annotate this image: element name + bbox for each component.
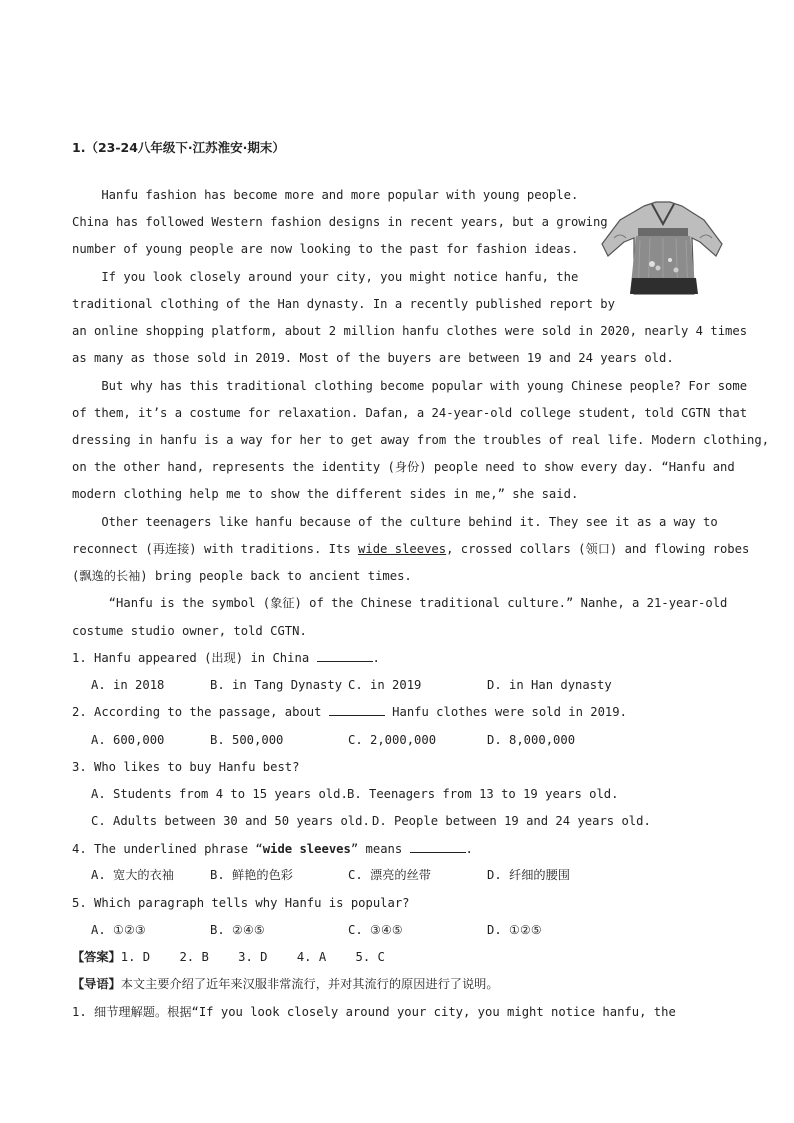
answer-label: 【答案】 xyxy=(72,950,121,964)
question-text: Hanfu clothes were sold in 2019. xyxy=(384,705,627,719)
question-4-stem xyxy=(72,841,473,857)
option-c: C. in 2019 xyxy=(348,678,422,692)
passage-line: If you look closely around your city, you might notice hanfu, the xyxy=(72,270,579,284)
option-b: B. Teenagers from 13 to 19 years old. xyxy=(347,787,619,801)
option-d: D. in Han dynasty xyxy=(487,678,612,692)
option-b: B. in Tang Dynasty xyxy=(210,678,343,692)
option-b: B. ②④⑤ xyxy=(210,923,265,937)
option-c: C. 漂亮的丝带 xyxy=(348,868,431,882)
option-c: C. ③④⑤ xyxy=(348,923,403,937)
underlined-phrase: wide sleeves xyxy=(358,542,447,556)
bold-phrase: wide sleeves xyxy=(262,842,351,856)
passage-line: (飘逸的长袖) bring people back to ancient times. xyxy=(72,569,412,583)
guide-line xyxy=(72,976,499,992)
question-text: . xyxy=(465,842,473,856)
option-d: D. 8,000,000 xyxy=(487,733,576,747)
passage-line: Hanfu fashion has become more and more popular with young people. xyxy=(72,188,579,202)
passage-line: Other teenagers like hanfu because of the culture behind it. They see it as a way to xyxy=(72,515,718,529)
passage-line: “Hanfu is the symbol (象征) of the Chinese traditional culture.” Nanhe, a 21-year-old xyxy=(72,596,728,610)
option-c: C. Adults between 30 and 50 years old. xyxy=(91,814,370,828)
question-text: 4. The underlined phrase “ xyxy=(72,842,263,856)
guide-label: 【导语】 xyxy=(72,977,121,991)
option-d: D. People between 19 and 24 years old. xyxy=(372,814,651,828)
option-a: A. 宽大的衣袖 xyxy=(91,868,174,882)
option-d: D. ①②⑤ xyxy=(487,923,542,937)
question-header: 1.（23-24八年级下·江苏淮安·期末） xyxy=(72,140,285,155)
passage-text: , crossed collars (领口) and flowing robes xyxy=(446,542,750,556)
question-2-stem xyxy=(72,704,627,720)
guide-text: 本文主要介绍了近年来汉服非常流行，并对其流行的原因进行了说明。 xyxy=(120,977,499,991)
option-c: C. 2,000,000 xyxy=(348,733,437,747)
passage-line: modern clothing help me to show the different sides in me,” she said. xyxy=(72,487,579,501)
passage-line: on the other hand, represents the identity (身份) people need to show every day. “Hanfu and xyxy=(72,460,735,474)
passage-line: number of young people are now looking to the past for fashion ideas. xyxy=(72,242,579,256)
hanfu-robe-illustration xyxy=(600,198,724,300)
question-5-stem: 5. Which paragraph tells why Hanfu is popular? xyxy=(72,896,410,910)
passage-line: But why has this traditional clothing become popular with young Chinese people? For some xyxy=(72,379,748,393)
question-text: . xyxy=(372,651,380,665)
passage-text: reconnect (再连接) with traditions. Its xyxy=(72,542,359,556)
passage-line: an online shopping platform, about 2 million hanfu clothes were sold in 2020, nearly 4 times xyxy=(72,324,748,338)
answer-blank xyxy=(410,841,466,853)
answer-blank xyxy=(317,650,373,662)
option-a: A. ①②③ xyxy=(91,923,146,937)
explanation-line: 1. 细节理解题。根据“If you look closely around your city, you might notice hanfu, the xyxy=(72,1005,676,1019)
answer-line xyxy=(72,949,385,965)
option-b: B. 鲜艳的色彩 xyxy=(210,868,293,882)
option-b: B. 500,000 xyxy=(210,733,284,747)
passage-line: as many as those sold in 2019. Most of the buyers are between 19 and 24 years old. xyxy=(72,351,674,365)
passage-line: China has followed Western fashion designs in recent years, but a growing xyxy=(72,215,608,229)
passage-line: dressing in hanfu is a way for her to get away from the troubles of real life. Modern clothing, xyxy=(72,433,770,447)
question-text: 2. According to the passage, about xyxy=(72,705,329,719)
passage-line: costume studio owner, told CGTN. xyxy=(72,624,307,638)
answer-text: 1. D 2. B 3. D 4. A 5. C xyxy=(120,950,385,964)
option-d: D. 纤细的腰围 xyxy=(487,868,570,882)
passage-line: of them, it’s a costume for relaxation. Dafan, a 24-year-old college student, told CGTN that xyxy=(72,406,748,420)
passage-line xyxy=(72,541,749,557)
option-a: A. Students from 4 to 15 years old. xyxy=(91,787,348,801)
question-1-stem xyxy=(72,650,380,666)
option-a: A. in 2018 xyxy=(91,678,165,692)
passage-line: traditional clothing of the Han dynasty. In a recently published report by xyxy=(72,297,615,311)
question-text: ” means xyxy=(350,842,410,856)
answer-blank xyxy=(329,704,385,716)
question-text: 1. Hanfu appeared (出现) in China xyxy=(72,651,317,665)
question-3-stem: 3. Who likes to buy Hanfu best? xyxy=(72,760,300,774)
option-a: A. 600,000 xyxy=(91,733,165,747)
